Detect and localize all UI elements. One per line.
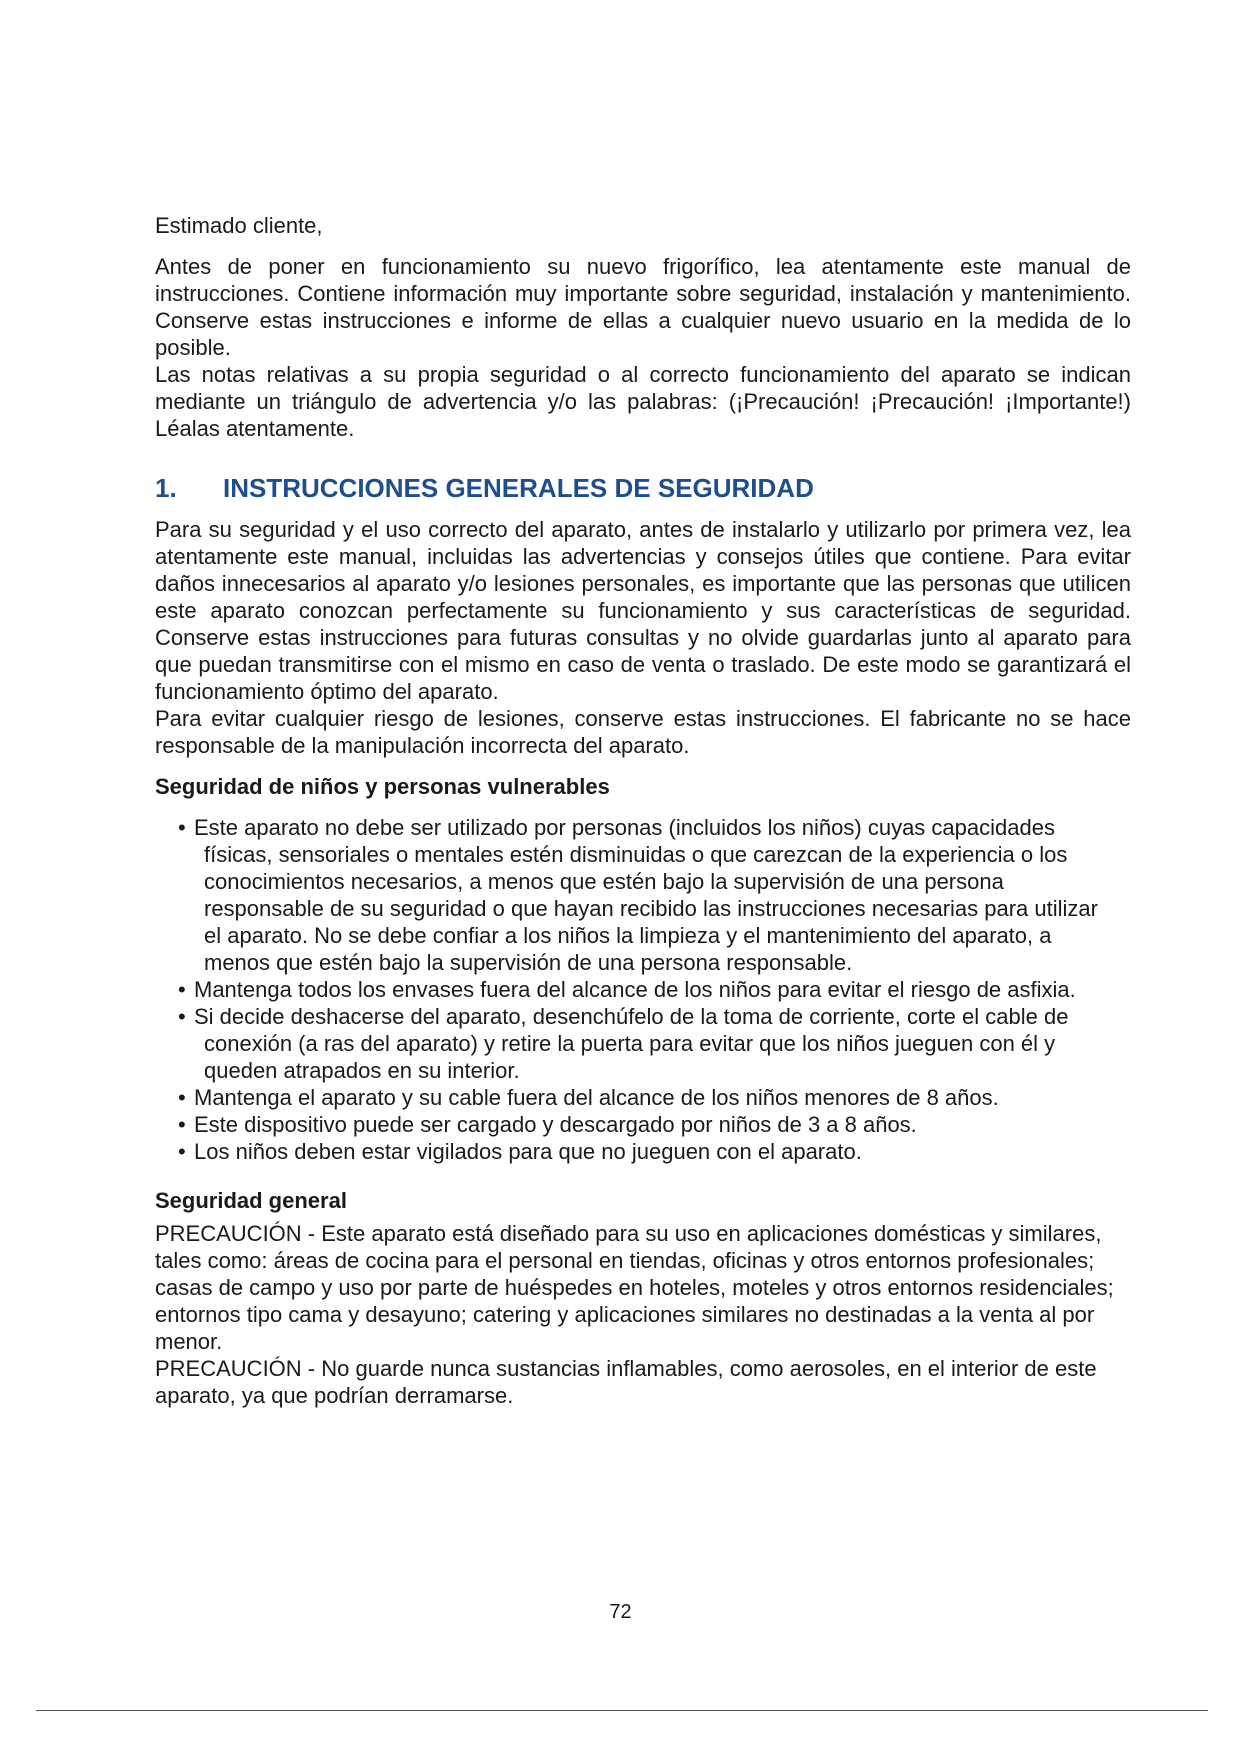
list-item (178, 1003, 1131, 1084)
document-page (155, 212, 1131, 1409)
children-safety-heading: Seguridad de niños y personas vulnerables (155, 774, 610, 799)
list-item-text: Mantenga todos los envases fuera del alcance de los niños para evitar el riesgo de asfixia. (194, 977, 1076, 1002)
list-item-text: Este dispositivo puede ser cargado y descargado por niños de 3 a 8 años. (194, 1112, 917, 1137)
bullet-icon: • (178, 977, 186, 1002)
section-paragraph: Para su seguridad y el uso correcto del aparato, antes de instalarlo y utilizarlo por primera vez, lea atentamente este manual, incluidas las advertencias y consejos útiles que contiene. Para evitar daños innecesarios al aparato y/o lesiones personales, es importante que las personas que utilicen este aparato conozcan perfectamente su funcionamiento y sus características de seguridad. Conserve estas instrucciones para futuras consultas y no olvide guardarlas junto al aparato para que puedan transmitirse con el mismo en caso de venta o traslado. De este modo se garantizará el funcionamiento óptimo del aparato. (155, 517, 1131, 704)
section-heading (155, 472, 1131, 504)
list-item-text: Los niños deben estar vigilados para que no jueguen con el aparato. (194, 1139, 862, 1164)
bullet-icon: • (178, 1139, 186, 1164)
general-safety-paragraph: PRECAUCIÓN - Este aparato está diseñado para su uso en aplicaciones domésticas y similares, tales como: áreas de cocina para el personal en tiendas, oficinas y otros entornos profesionales; casas de campo y uso por parte de huéspedes en hoteles, moteles y otros entornos residenciales; entornos tipo cama y desayuno; catering y aplicaciones similares no destinadas a la venta al por menor. (155, 1221, 1114, 1354)
general-safety-paragraph: PRECAUCIÓN - No guarde nunca sustancias inflamables, como aerosoles, en el interior de este aparato, ya que podrían derramarse. (155, 1356, 1097, 1408)
list-item (178, 814, 1131, 976)
list-item-text: Si decide deshacerse del aparato, desenchúfelo de la toma de corriente, corte el cable de conexión (a ras del aparato) y retire la puerta para evitar que los niños jueguen con él y queden atrapados en su interior. (194, 1004, 1069, 1083)
bullet-icon: • (178, 815, 186, 840)
footer-divider (36, 1710, 1208, 1711)
list-item (178, 1084, 1131, 1111)
bullet-icon: • (178, 1112, 186, 1137)
list-item (178, 976, 1131, 1003)
children-safety-list (155, 814, 1131, 1165)
list-item (178, 1138, 1131, 1165)
section-number: 1. (155, 473, 177, 503)
intro-paragraph: Las notas relativas a su propia seguridad o al correcto funcionamiento del aparato se indican mediante un triángulo de advertencia y/o las palabras: (¡Precaución! ¡Precaución! ¡Importante!) Léalas atentamente. (155, 362, 1131, 441)
section-paragraph: Para evitar cualquier riesgo de lesiones, conserve estas instrucciones. El fabricante no se hace responsable de la manipulación incorrecta del aparato. (155, 706, 1131, 758)
page-number: 72 (609, 1601, 632, 1623)
section-title: INSTRUCCIONES GENERALES DE SEGURIDAD (223, 473, 814, 503)
general-safety-heading: Seguridad general (155, 1188, 347, 1213)
bullet-icon: • (178, 1085, 186, 1110)
intro-paragraph: Antes de poner en funcionamiento su nuevo frigorífico, lea atentamente este manual de instrucciones. Contiene información muy importante sobre seguridad, instalación y mantenimiento. Conserve estas instrucciones e informe de ellas a cualquier nuevo usuario en la medida de lo posible. (155, 254, 1131, 360)
list-item-text: Mantenga el aparato y su cable fuera del alcance de los niños menores de 8 años. (194, 1085, 999, 1110)
greeting: Estimado cliente, (155, 213, 323, 238)
bullet-icon: • (178, 1004, 186, 1029)
list-item-text: Este aparato no debe ser utilizado por personas (incluidos los niños) cuyas capacidades físicas, sensoriales o mentales estén disminuidas o que carezcan de la experiencia o los conocimientos necesarios, a menos que estén bajo la supervisión de una persona responsable de su seguridad o que hayan recibido las instrucciones necesarias para utilizar el aparato. No se debe confiar a los niños la limpieza y el mantenimiento del aparato, a menos que estén bajo la supervisión de una persona responsable. (194, 815, 1098, 975)
list-item (178, 1111, 1131, 1138)
